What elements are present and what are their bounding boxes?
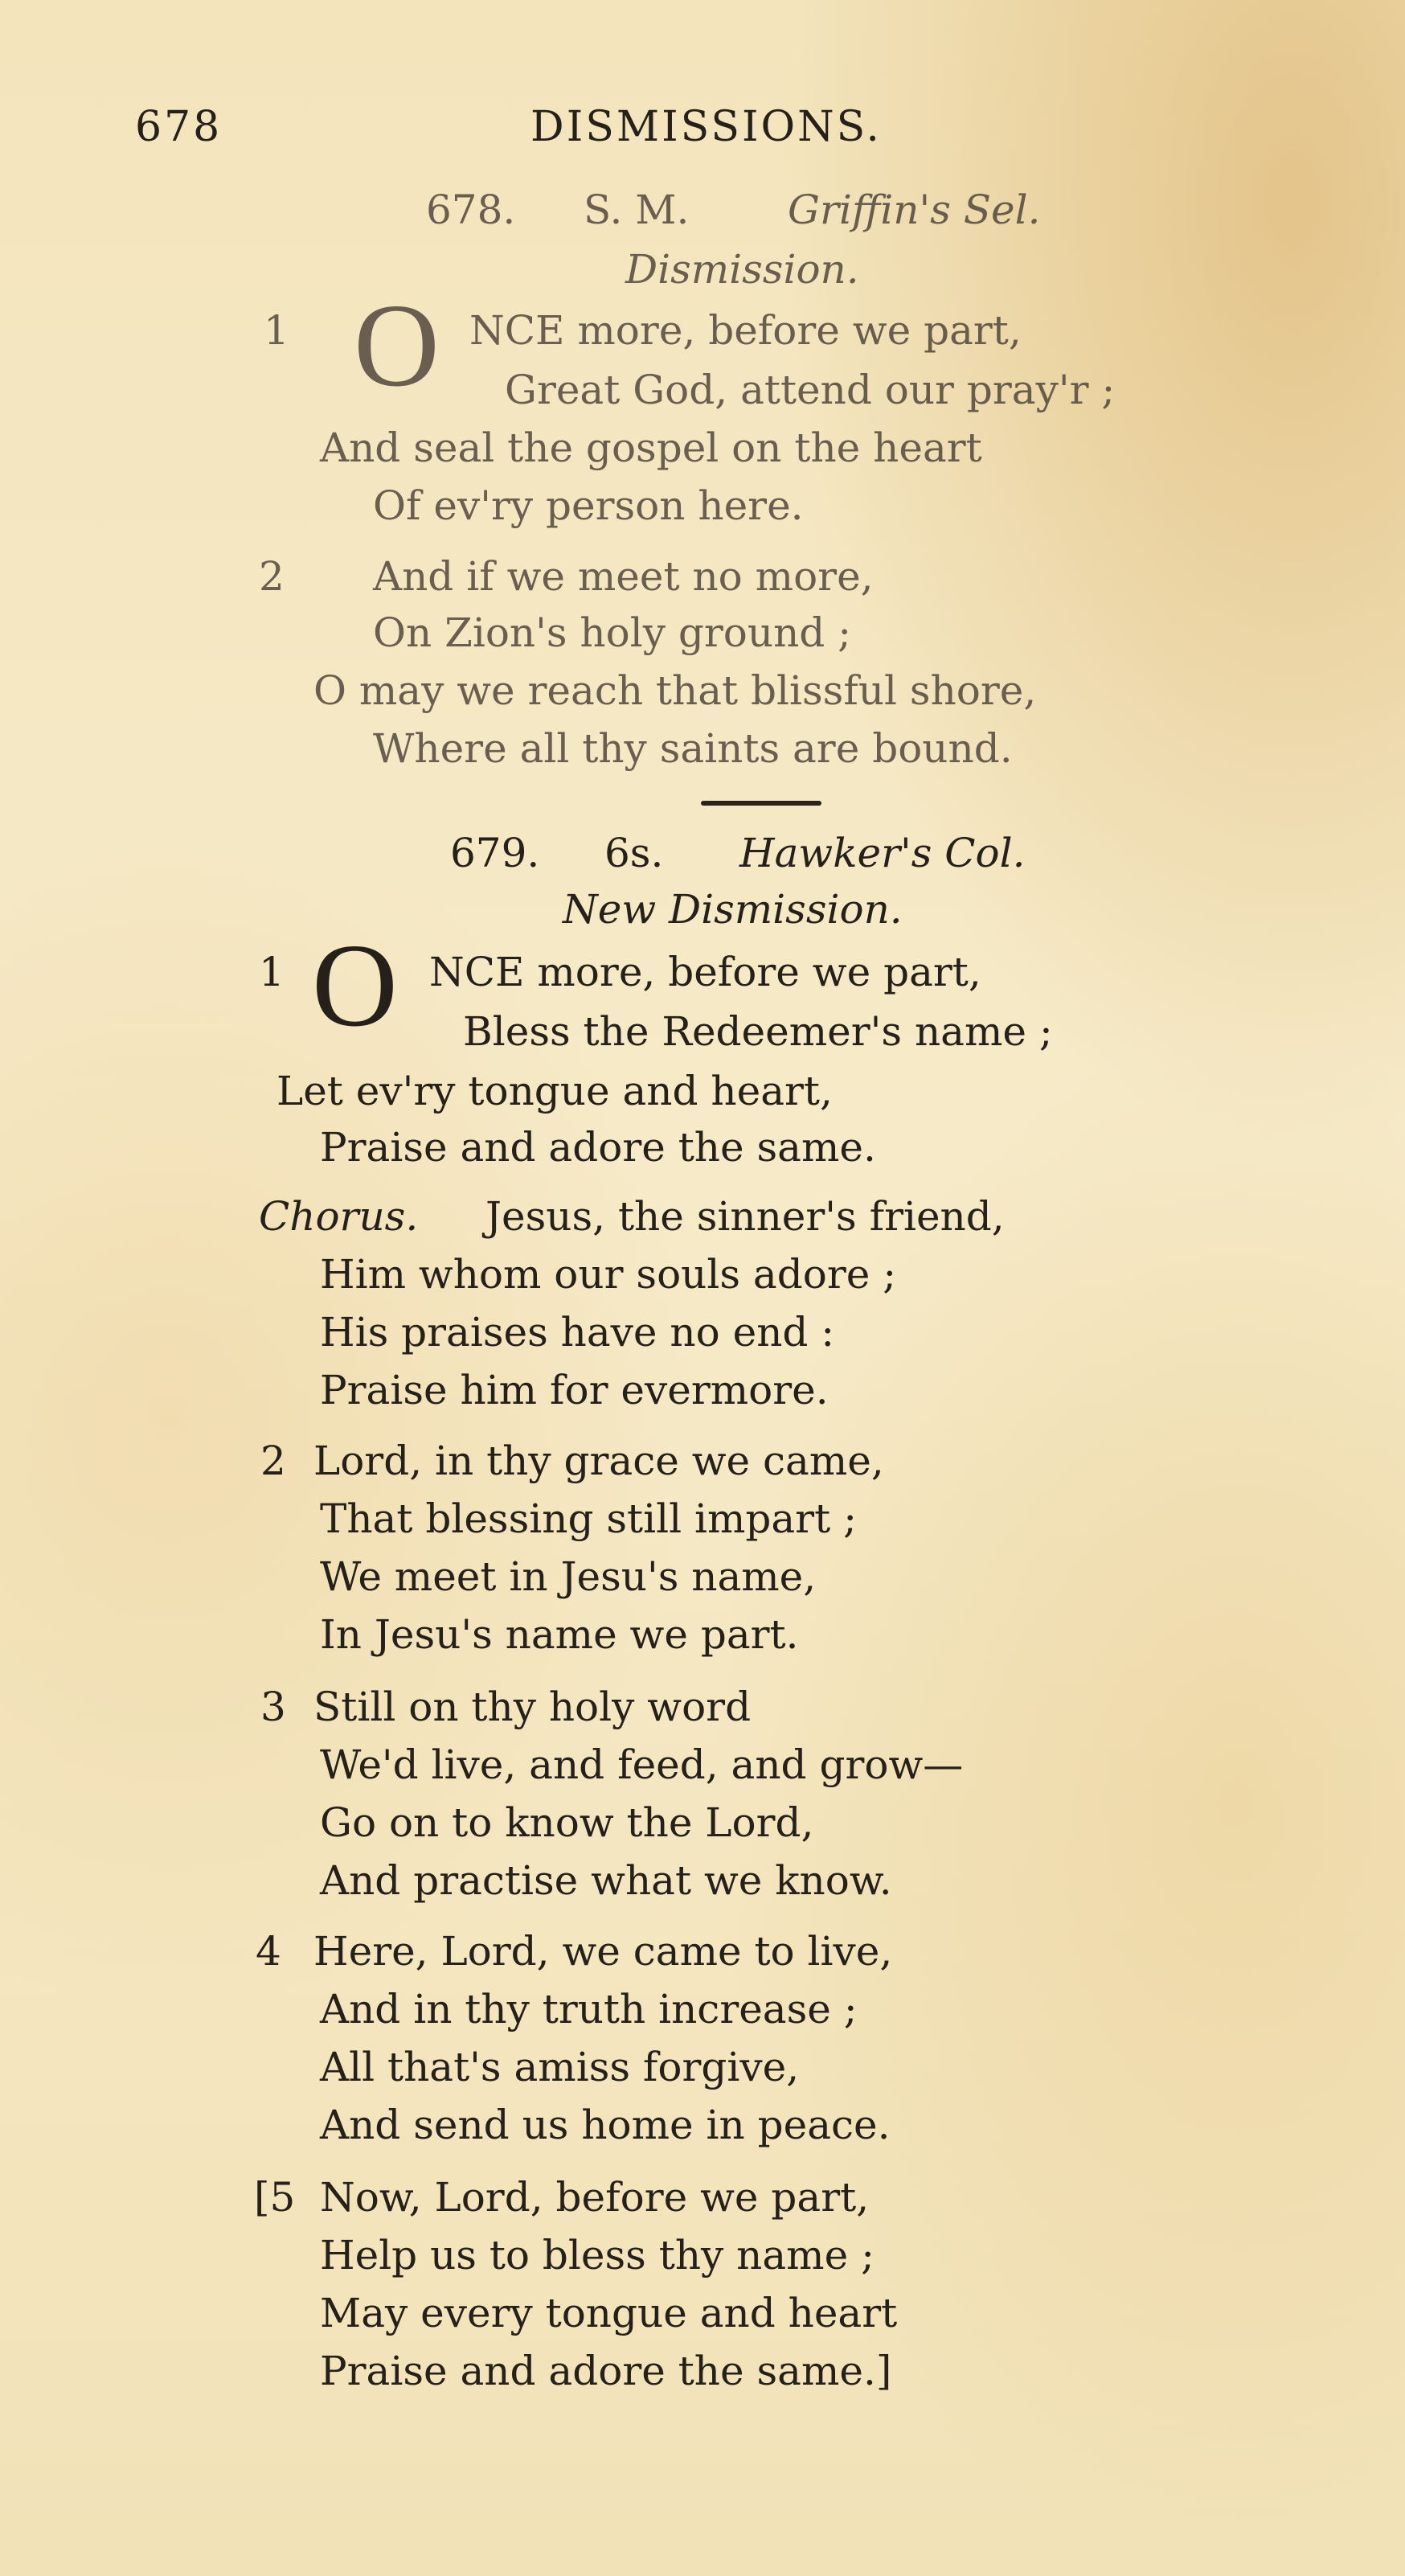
verse-number: 3: [260, 1684, 286, 1730]
verse-line: All that's amiss forgive,: [320, 2044, 800, 2090]
verse-number: 2: [259, 553, 285, 600]
hymn-679-source: Hawker's Col.: [739, 830, 1026, 876]
verse-line: We'd live, and feed, and grow—: [320, 1741, 964, 1788]
verse-number: 1: [259, 949, 285, 995]
verse-line: Let ev'ry tongue and heart,: [276, 1068, 833, 1114]
verse-line: O may we reach that blissful shore,: [313, 667, 1037, 714]
page-number: 678: [135, 103, 223, 151]
verse-line: Praise him for evermore.: [320, 1367, 829, 1413]
verse-line: We meet in Jesu's name,: [320, 1553, 817, 1600]
verse-line: Still on thy holy word: [313, 1684, 752, 1730]
verse-number: 2: [260, 1438, 286, 1484]
verse-line: And if we meet no more,: [373, 553, 874, 600]
verse-line: Great God, attend our pray'r ;: [505, 367, 1116, 413]
verse-line: In Jesu's name we part.: [320, 1611, 799, 1658]
verse-line: Him whom our souls adore ;: [320, 1251, 897, 1298]
verse-line: NCE more, before we part,: [469, 307, 1022, 354]
verse-line: Go on to know the Lord,: [320, 1799, 814, 1846]
hymn-679-meter: 6s.: [604, 830, 664, 876]
verse-line: Of ev'ry person here.: [373, 482, 804, 529]
drop-cap: O: [354, 280, 440, 412]
drop-cap: O: [312, 920, 398, 1052]
verse-line: And send us home in peace.: [320, 2102, 891, 2148]
verse-line: Bless the Redeemer's name ;: [463, 1008, 1053, 1055]
verse-line: Jesus, the sinner's friend,: [485, 1193, 1005, 1240]
verse-number: [5: [254, 2174, 296, 2221]
hymn-678-source: Griffin's Sel.: [788, 187, 1041, 233]
running-title: DISMISSIONS.: [530, 103, 882, 151]
hymn-678-meter: S. M.: [584, 187, 690, 233]
verse-line: Where all thy saints are bound.: [373, 725, 1013, 772]
verse-number: 1: [264, 307, 289, 354]
verse-line: And seal the gospel on the heart: [320, 425, 982, 471]
verse-line: Here, Lord, we came to live,: [313, 1928, 893, 1975]
verse-number: 4: [256, 1928, 281, 1975]
verse-line: And practise what we know.: [320, 1857, 892, 1904]
verse-line: On Zion's holy ground ;: [373, 609, 852, 656]
section-divider: [701, 801, 821, 806]
verse-line: And in thy truth increase ;: [320, 1986, 858, 2032]
verse-line: Help us to bless thy name ;: [320, 2232, 875, 2279]
hymn-678-number: 678.: [426, 187, 516, 233]
verse-line: Praise and adore the same.]: [320, 2348, 892, 2394]
verse-line: Lord, in thy grace we came,: [313, 1438, 884, 1484]
verse-line: Now, Lord, before we part,: [320, 2174, 870, 2221]
verse-line: Praise and adore the same.: [320, 1124, 876, 1171]
verse-line: May every tongue and heart: [320, 2290, 898, 2336]
chorus-label: Chorus.: [259, 1193, 419, 1240]
hymn-679-number: 679.: [450, 830, 540, 876]
verse-line: NCE more, before we part,: [429, 949, 981, 995]
verse-line: That blessing still impart ;: [320, 1495, 857, 1542]
hymn-678-subtitle: Dismission.: [625, 246, 859, 293]
verse-line: His praises have no end :: [320, 1309, 835, 1356]
hymn-679-subtitle: New Dismission.: [563, 886, 903, 933]
